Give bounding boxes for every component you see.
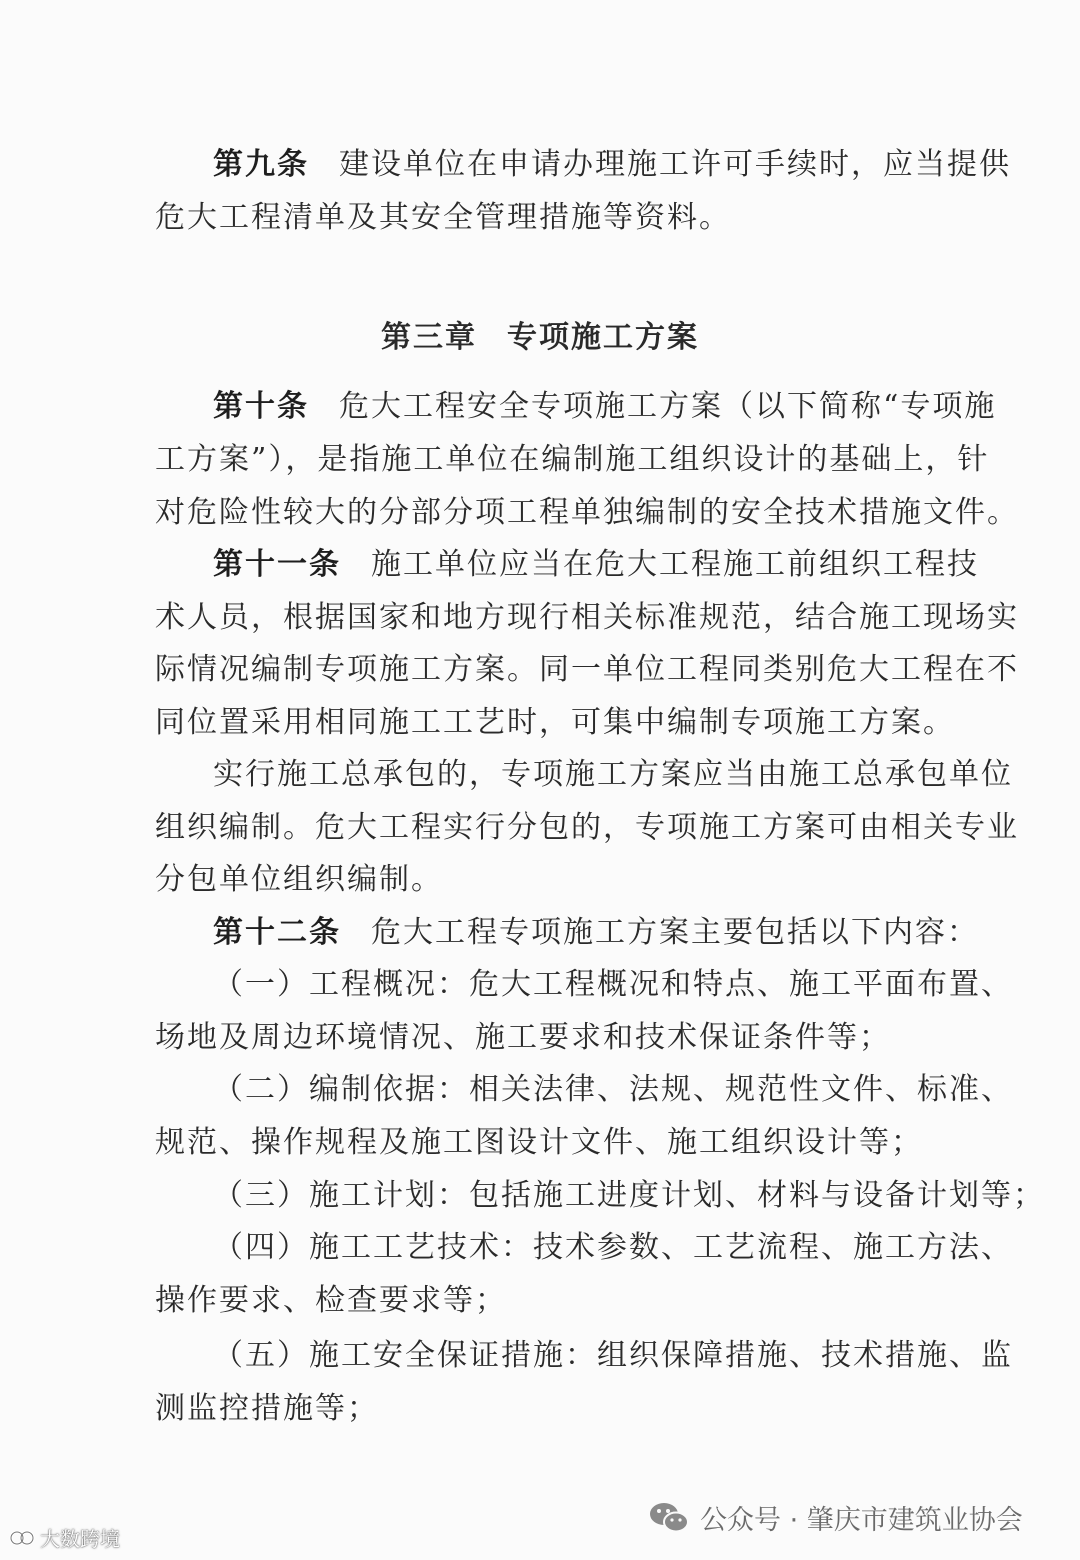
loop-icon xyxy=(8,1528,36,1548)
article-12-text-1: 危大工程专项施工方案主要包括以下内容： xyxy=(371,915,979,950)
article-11-line-4: 同位置采用相同施工工艺时，可集中编制专项施工方案。 xyxy=(155,705,955,740)
article-10-text-1: 危大工程安全专项施工方案（以下简称“专项施 xyxy=(339,389,997,424)
watermark-left-text: 大数跨境 xyxy=(40,1527,120,1551)
watermark-right-text: 公众号 · 肇庆市建筑业协会 xyxy=(700,1505,1023,1536)
article-9-line-2: 危大工程清单及其安全管理措施等资料。 xyxy=(155,200,731,235)
article-10-title: 第十条 xyxy=(213,389,309,424)
watermark-right xyxy=(648,1498,1023,1537)
article-11-line-2: 术人员，根据国家和地方现行相关标准规范，结合施工现场实 xyxy=(155,600,1019,635)
article-11-title: 第十一条 xyxy=(213,547,341,582)
watermark-left xyxy=(8,1523,120,1552)
article-9-line-1 xyxy=(213,145,1011,185)
wechat-icon xyxy=(648,1500,690,1536)
article-12-line-1 xyxy=(213,913,1003,953)
article-11-line-3: 际情况编制专项施工方案。同一单位工程同类别危大工程在不 xyxy=(155,652,1019,687)
article-12-item-4-line-1: （四）施工工艺技术：技术参数、工艺流程、施工方法、 xyxy=(213,1230,1013,1265)
article-9-title: 第九条 xyxy=(213,147,309,182)
article-12-item-3-line-1: （三）施工计划：包括施工进度计划、材料与设备计划等； xyxy=(213,1178,1045,1213)
article-10-line-1 xyxy=(213,387,1003,427)
article-11-text-1: 施工单位应当在危大工程施工前组织工程技 xyxy=(371,547,979,582)
article-10-line-2: 工方案”），是指施工单位在编制施工组织设计的基础上，针 xyxy=(155,442,990,477)
article-9-text-1: 建设单位在申请办理施工许可手续时，应当提供 xyxy=(339,147,1011,182)
article-12-item-2-line-1: （二）编制依据：相关法律、法规、规范性文件、标准、 xyxy=(213,1072,1013,1107)
article-12-item-1-line-2: 场地及周边环境情况、施工要求和技术保证条件等； xyxy=(155,1020,891,1055)
article-12-item-4-line-2: 操作要求、检查要求等； xyxy=(155,1283,507,1318)
article-12-title: 第十二条 xyxy=(213,915,341,950)
article-11-para-2-line-2: 组织编制。危大工程实行分包的，专项施工方案可由相关专业 xyxy=(155,810,1019,845)
chapter-heading xyxy=(0,318,1080,358)
article-12-item-2-line-2: 规范、操作规程及施工图设计文件、施工组织设计等； xyxy=(155,1125,923,1160)
article-11-para-2-line-3: 分包单位组织编制。 xyxy=(155,862,443,897)
article-10-line-3: 对危险性较大的分部分项工程单独编制的安全技术措施文件。 xyxy=(155,495,1019,530)
article-12-item-5-line-1: （五）施工安全保证措施：组织保障措施、技术措施、监 xyxy=(213,1338,1013,1373)
article-11-line-1 xyxy=(213,545,1003,585)
article-11-para-2-line-1: 实行施工总承包的，专项施工方案应当由施工总承包单位 xyxy=(213,757,1013,792)
article-12-item-5-line-2: 测监控措施等； xyxy=(155,1391,379,1426)
chapter-number: 第三章 xyxy=(381,320,477,355)
chapter-name: 专项施工方案 xyxy=(507,320,699,355)
article-12-item-1-line-1: （一）工程概况：危大工程概况和特点、施工平面布置、 xyxy=(213,967,1013,1002)
